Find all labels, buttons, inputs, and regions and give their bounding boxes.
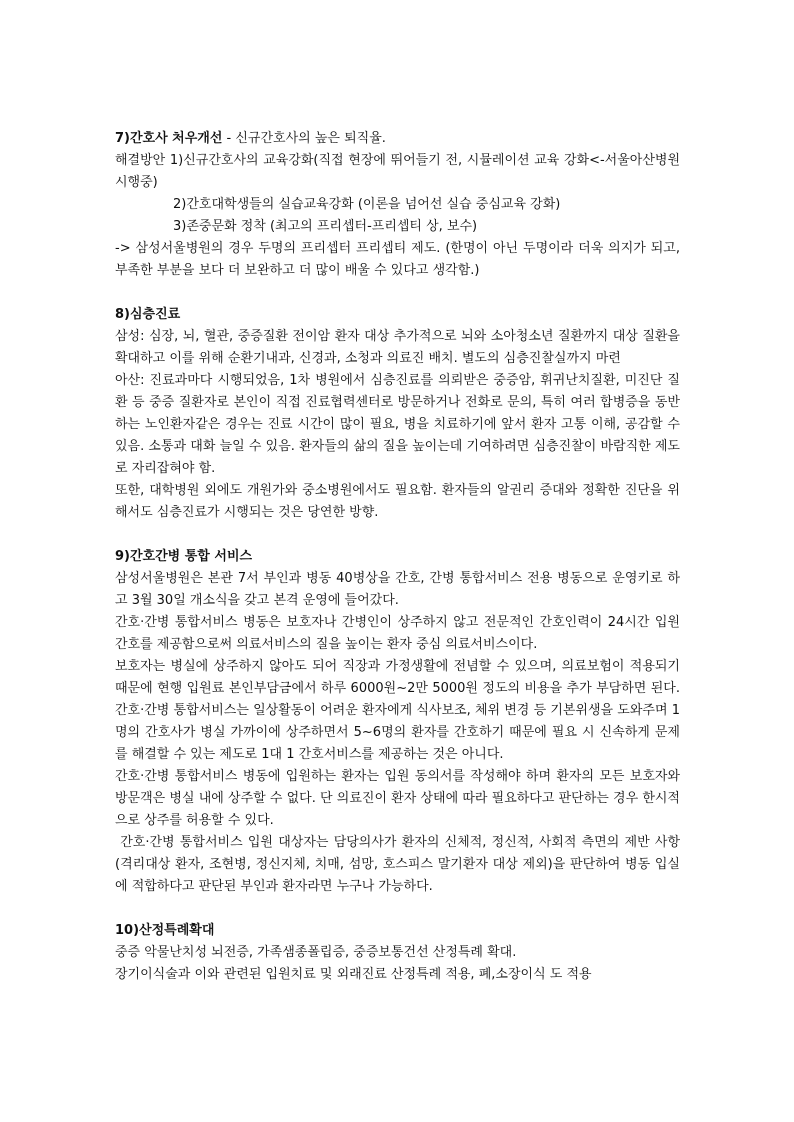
section-9-paragraph-1: 삼성서울병원은 본관 7서 부인과 병동 40병상을 간호, 간병 통합서비스 전용 병동으로 운영키로 하고 3월 30일 개소식을 갖고 본격 운영에 들어갔다. [115,571,680,608]
section-7-heading-line [115,128,680,150]
section-9-paragraph-3: 보호자는 병실에 상주하지 않아도 되어 직장과 가정생활에 전념할 수 있으며, 의료보험이 적용되기 때문에 현행 입원료 본인부담금에서 하루 6000원~2만 5000원 정도의 비용을 추가 부담하면 된다. 간호·간병 통합서비스는 일상활동이 어려운 환자에게 식사보조, 체위 변경 등 기본위생을 도와주며 1명의 간호사가 병실 가까이에 상주하면서 5~6명의 환자를 간호하기 때문에 필요 시 신속하게 문제를 해결할 수 있는 제도로 1대 1 간호서비스를 제공하는 것은 아니다. [115,659,680,762]
section-nurse-treatment [115,128,680,282]
section-7-title-rest: - 신규간호사의 높은 퇴직율. [222,131,386,146]
section-9-paragraph-2: 간호·간병 통합서비스 병동은 보호자나 간병인이 상주하지 않고 전문적인 간호인력이 24시간 입원 간호를 제공함으로써 의료서비스의 질을 높이는 환자 중심 의료서비스이다. [115,615,680,652]
section-in-depth-care [115,304,680,524]
section-7-solution-1: 해결방안 1)신규간호사의 교육강화(직접 현장에 뛰어들기 전, 시뮬레이션 교육 강화<-서울아산병원 시행중) [115,153,680,190]
section-9-title: 9)간호간병 통합 서비스 [115,549,253,564]
section-7-solution-2: 2)간호대학생들의 실습교육강화 (이론을 넘어선 실습 중심교육 강화) [173,197,561,212]
section-special-calculation [115,920,680,986]
section-9-paragraph-5: 간호·간병 통합서비스 입원 대상자는 담당의사가 환자의 신체적, 정신적, 사회적 측면의 제반 사항(격리대상 환자, 조현병, 정신지체, 치매, 섬망, 호스피스 말기환자 대상 제외)을 판단하여 병동 입실에 적합하다고 판단된 부인과 환자라면 누구나 가능하다. [115,835,680,894]
section-8-paragraph-samsung: 삼성: 심장, 뇌, 혈관, 중증질환 전이암 환자 대상 추가적으로 뇌와 소아청소년 질환까지 대상 질환을 확대하고 이를 위해 순환기내과, 신경과, 소청과 의료진 배치. 별도의 심층진찰실까지 마련 [115,329,680,366]
section-8-paragraph-asan: 아산: 진료과마다 시행되었음, 1차 병원에서 심층진료를 의뢰받은 중증암, 휘귀난치질환, 미진단 질환 등 중증 질환자로 본인이 직접 진료협력센터로 방문하거나 전화로 문의, 특히 여러 합병증을 동반하는 노인환자같은 경우는 진료 시간이 많이 필요, 병을 치료하기에 앞서 환자 고통 이해, 공감할 수 있음. 소통과 대화 늘일 수 있음. 환자들의 삶의 질을 높이는데 기여하려면 심층진찰이 바람직한 제도로 자리잡혀야 함. [115,373,680,476]
section-10-paragraph-1: 중증 악물난치성 뇌전증, 가족샘종폴립증, 중증보통건선 산정특례 확대. [115,945,517,960]
section-8-title: 8)심층진료 [115,307,181,322]
document-page [115,128,680,986]
section-7-note: -> 삼성서울병원의 경우 두명의 프리셉터 프리셉티 제도. (한명이 아닌 두명이라 더욱 의지가 되고, 부족한 부분을 보다 더 보완하고 더 많이 배울 수 있다고 생각함.) [115,241,680,278]
section-7-title: 7)간호사 처우개선 [115,131,223,146]
section-8-paragraph-also: 또한, 대학병원 외에도 개원가와 중소병원에서도 필요함. 환자들의 알권리 증대와 정확한 진단을 위해서도 심층진료가 시행되는 것은 당연한 방향. [115,483,680,520]
section-10-title: 10)산정특례확대 [115,923,215,938]
section-9-paragraph-4: 간호·간병 통합서비스 병동에 입원하는 환자는 입원 동의서를 작성해야 하며 환자의 모든 보호자와 방문객은 병실 내에 상주할 수 없다. 단 의료진이 환자 상태에 따라 필요하다고 판단하는 경우 한시적으로 상주를 허용할 수 있다. [115,769,680,828]
section-10-paragraph-2: 장기이식술과 이와 관련된 입원치료 및 외래진료 산정특례 적용, 폐,소장이식 도 적용 [115,967,592,982]
section-integrated-nursing-service [115,546,680,898]
section-7-solution-3: 3)존중문화 정착 (최고의 프리셉터-프리셉티 상, 보수) [173,219,478,234]
